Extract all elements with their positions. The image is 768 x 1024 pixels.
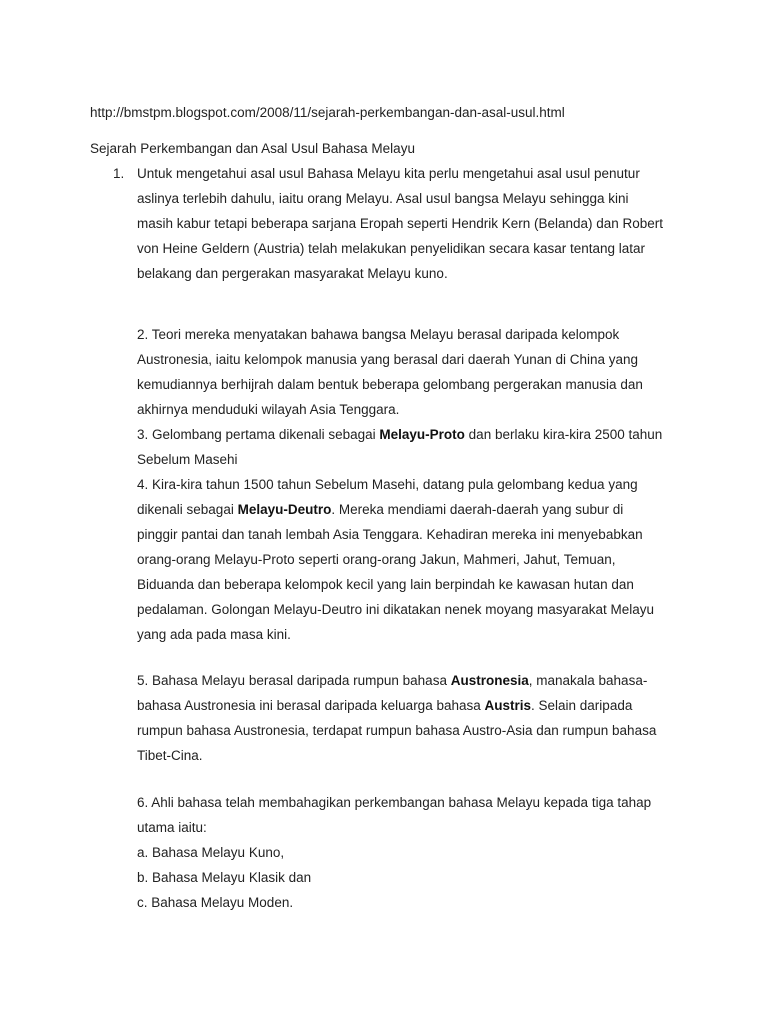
sub-list-item: b. Bahasa Melayu Klasik dan [137,870,312,885]
text-run: bahasa Austronesia ini berasal daripada keluarga bahasa [137,698,485,713]
paragraph-line: von Heine Geldern (Austria) telah melakukan penyelidikan secara kasar tentang latar [137,241,646,256]
paragraph-line: pedalaman. Golongan Melayu-Deutro ini dikatakan nenek moyang masyarakat Melayu [137,602,655,617]
sub-list-item: a. Bahasa Melayu Kuno, [137,845,285,860]
paragraph-line: Austronesia, iaitu kelompok manusia yang berasal dari daerah Yunan di China yang [137,352,639,367]
source-url: http://bmstpm.blogspot.com/2008/11/sejarah-perkembangan-dan-asal-usul.html [90,105,565,120]
paragraph-line: utama iaitu: [137,820,207,835]
paragraph-line [137,697,632,715]
paragraph-line: aslinya terlebih dahulu, iaitu orang Melayu. Asal usul bangsa Melayu sehingga kini [137,191,629,206]
text-run: . Mereka mendiami daerah-daerah yang subur di [331,502,624,517]
paragraph-line: rumpun bahasa Austronesia, terdapat rumpun bahasa Austro-Asia dan rumpun bahasa [137,723,657,738]
text-run: dikenali sebagai [137,502,238,517]
text-run: 5. Bahasa Melayu berasal daripada rumpun bahasa [137,673,451,688]
paragraph-line [137,672,647,690]
paragraph-line: Tibet-Cina. [137,748,203,763]
text-run: 3. Gelombang pertama dikenali sebagai [137,427,380,442]
paragraph-line: Sebelum Masehi [137,452,238,467]
paragraph-line: 2. Teori mereka menyatakan bahawa bangsa Melayu berasal daripada kelompok [137,327,620,342]
paragraph-line: pinggir pantai dan tanah lembah Asia Tenggara. Kehadiran mereka ini menyebabkan [137,527,643,542]
text-run: . Selain daripada [531,698,633,713]
paragraph-line: yang ada pada masa kini. [137,627,291,642]
list-number: 1. [113,166,125,181]
text-run: , manakala bahasa- [528,673,648,688]
bold-term: Austronesia [450,673,529,688]
paragraph-line: 4. Kira-kira tahun 1500 tahun Sebelum Masehi, datang pula gelombang kedua yang [137,477,638,492]
paragraph-line: akhirnya menduduki wilayah Asia Tenggara. [137,402,400,417]
text-run: dan berlaku kira-kira 2500 tahun [464,427,663,442]
paragraph-line: kemudiannya berhijrah dalam bentuk beberapa gelombang pergerakan manusia dan [137,377,643,392]
paragraph-line: masih kabur tetapi beberapa sarjana Eropah seperti Hendrik Kern (Belanda) dan Robert [137,216,664,231]
paragraph-line [137,501,623,519]
bold-term: Melayu-Proto [379,427,465,442]
document-title: Sejarah Perkembangan dan Asal Usul Bahasa Melayu [90,141,415,156]
paragraph-line: orang-orang Melayu-Proto seperti orang-orang Jakun, Mahmeri, Jahut, Temuan, [137,552,616,567]
paragraph-line [137,426,662,444]
sub-list-item: c. Bahasa Melayu Moden. [137,895,294,910]
paragraph-line: belakang dan pergerakan masyarakat Melayu kuno. [137,266,448,281]
bold-term: Melayu-Deutro [237,502,332,517]
paragraph-line: 6. Ahli bahasa telah membahagikan perkembangan bahasa Melayu kepada tiga tahap [137,795,652,810]
bold-term: Austris [484,698,532,713]
paragraph-line: Untuk mengetahui asal usul Bahasa Melayu kita perlu mengetahui asal usul penutur [137,166,640,181]
paragraph-line: Biduanda dan beberapa kelompok kecil yang lain berpindah ke kawasan hutan dan [137,577,634,592]
